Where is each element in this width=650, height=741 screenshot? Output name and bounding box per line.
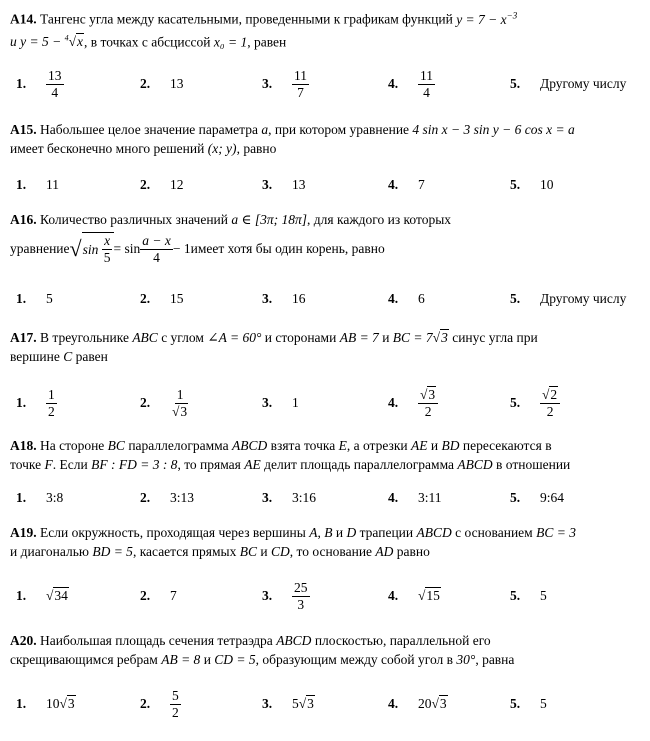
question-number: A19. xyxy=(10,525,37,540)
option-4[interactable]: 4. $\frac{√3}{2}$ xyxy=(388,383,438,423)
question-text: A20. Наибольшая площадь сечения тетраэдра ABCD плоскостью, параллельной его скрещивающимся ребрам AB = 8 и CD = 5, образующим между собой угол в 30°, равна xyxy=(10,633,515,667)
option-4[interactable]: 4. √15 xyxy=(388,588,440,603)
option-3[interactable]: 3. $\frac{11}{7}$ xyxy=(262,67,307,100)
question-number: A16. xyxy=(10,212,37,227)
text: , равен xyxy=(247,34,287,49)
question-number: A20. xyxy=(10,633,37,648)
question-text: A15. Набольшее целое значение параметра a, при котором уравнение 4 sin x − 3 sin y − 6 cos x = a имеет бесконечно много решений (x; y), равно xyxy=(10,122,575,156)
question-text: A17. В треугольнике ABC с углом ∠A = 60° и сторонами AB = 7 и BC = 7√3 синус угла при вершине C равен xyxy=(10,330,538,364)
option-4[interactable]: 4. 6 xyxy=(388,291,425,306)
question-number: A17. xyxy=(10,330,37,345)
question-a16 xyxy=(10,210,640,268)
option-1[interactable]: 1. 3:8 xyxy=(16,490,64,505)
formula: $y = 7 - x^{-3}$ xyxy=(456,10,518,27)
formula: и y = 5 − $^4$√x xyxy=(10,33,84,49)
option-2[interactable]: 2. 12 xyxy=(140,177,184,192)
formula: sin $\frac{x}{5}$ xyxy=(82,232,114,266)
option-5[interactable]: 5. Другому числу xyxy=(510,291,627,306)
option-3[interactable]: 3. 3:16 xyxy=(262,490,317,505)
option-2[interactable]: 2. 13 xyxy=(140,76,184,91)
text: , в точках с абсциссой xyxy=(84,34,214,49)
option-5[interactable]: 5. Другому числу xyxy=(510,76,627,91)
question-number: A15. xyxy=(10,122,37,137)
option-3[interactable]: 3. 13 xyxy=(262,177,306,192)
option-3[interactable]: 3. 5√3 xyxy=(262,696,314,711)
formula: x₀ = 1 xyxy=(213,34,248,49)
option-2[interactable]: 2. $\frac{5}{2}$ xyxy=(140,687,179,720)
option-5[interactable]: 5. $\frac{√2}{2}$ xyxy=(510,383,560,423)
option-4[interactable]: 4. 7 xyxy=(388,177,425,192)
option-2[interactable]: 2. 15 xyxy=(140,291,184,306)
equation-line: уравнение √ sin $\frac{x}{5}$ = sin $\frac{a - x}{4}$ − 1 имеет хотя бы один корень, равно xyxy=(10,232,385,265)
question-number: A14. xyxy=(10,11,37,27)
question-a15 xyxy=(10,120,640,158)
option-3[interactable]: 3. $\frac{25}{3}$ xyxy=(262,579,308,612)
option-4[interactable]: 4. 20√3 xyxy=(388,696,447,711)
option-3[interactable]: 3. 16 xyxy=(262,291,306,306)
option-2[interactable]: 2. $\frac{1}{√3}$ xyxy=(140,386,188,419)
question-text: A18. На стороне BC параллелограмма ABCD взята точка E, а отрезки AE и BD пересекаются в точке F. Если BF : FD = 3 : 8, то прямая AE делит площадь параллелограмма ABCD в отношении xyxy=(10,438,571,472)
option-1[interactable]: 1. 10√3 xyxy=(16,696,75,711)
question-number: A18. xyxy=(10,438,37,453)
question-a20 xyxy=(10,631,640,669)
question-a14 xyxy=(10,6,640,51)
option-4[interactable]: 4. $\frac{11}{4}$ xyxy=(388,67,433,100)
option-3[interactable]: 3. 1 xyxy=(262,395,299,410)
answer-row-a16 xyxy=(10,279,640,319)
answer-row-a15 xyxy=(10,165,640,205)
question-text: A19. Если окружность, проходящая через вершины A, B и D трапеции ABCD с основанием BC = 3 и диагональю BD = 5, касается прямых BC и CD, то основание AD равно xyxy=(10,525,576,559)
answer-row-a18 xyxy=(10,478,640,518)
option-1[interactable]: 1. 11 xyxy=(16,177,59,192)
formula: 4 sin x − 3 sin y − 6 cos x = a xyxy=(412,122,575,137)
text: Тангенс угла между касательными, проведенными к графикам функций xyxy=(40,11,457,27)
question-a19 xyxy=(10,523,640,561)
answer-row-a17 xyxy=(10,383,640,423)
question-text xyxy=(10,6,640,51)
question-a17 xyxy=(10,328,640,366)
option-2[interactable]: 2. 7 xyxy=(140,588,177,603)
option-1[interactable]: 1. √34 xyxy=(16,588,68,603)
option-5[interactable]: 5. 9:64 xyxy=(510,490,565,505)
option-4[interactable]: 4. 3:11 xyxy=(388,490,442,505)
option-1[interactable]: 1. $\frac{13}{4}$ xyxy=(16,67,62,100)
answer-row-a14 xyxy=(10,64,640,104)
option-5[interactable]: 5. 5 xyxy=(510,696,547,711)
answer-row-a20 xyxy=(10,684,640,724)
question-a18 xyxy=(10,436,640,474)
option-5[interactable]: 5. 5 xyxy=(510,588,547,603)
option-1[interactable]: 1. $\frac{1}{2}$ xyxy=(16,386,55,419)
option-5[interactable]: 5. 10 xyxy=(510,177,554,192)
option-2[interactable]: 2. 3:13 xyxy=(140,490,195,505)
option-1[interactable]: 1. 5 xyxy=(16,291,53,306)
question-text: A16. Количество различных значений a ∈ [3π; 18π], для каждого из которых xyxy=(10,212,452,227)
answer-row-a19 xyxy=(10,576,640,616)
